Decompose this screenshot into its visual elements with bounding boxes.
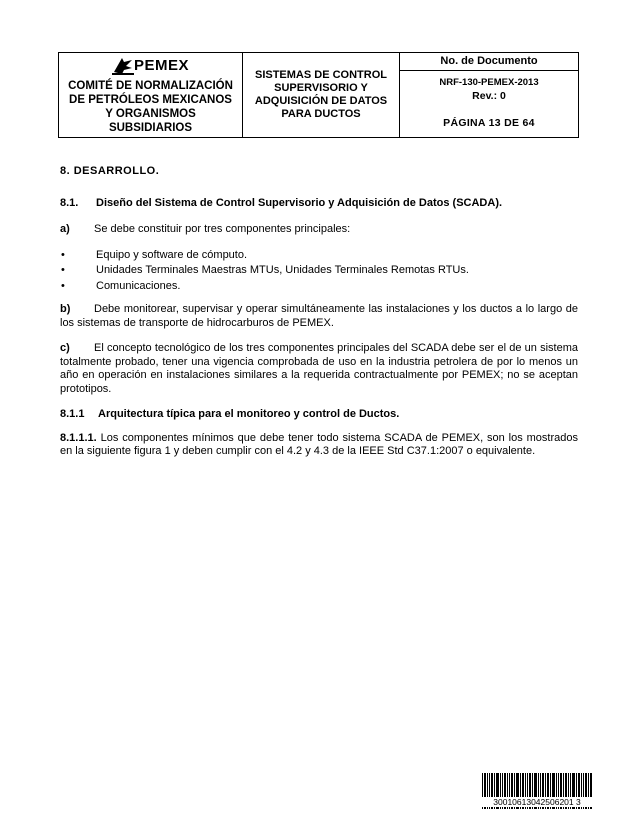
document-header: [58, 52, 579, 138]
pemex-eagle-icon: [112, 56, 134, 76]
section-title: 8. DESARROLLO.: [60, 165, 160, 177]
paragraph-text: El concepto tecnológico de los tres componentes principales del SCADA debe ser el de un sistema totalmente probado, tener una vigencia comprobada de uso en la industria petrolera de por lo menos un año en operación en instalaciones similares a la requerida contractualmente por PEMEX; no se aceptan prototipos.: [60, 342, 578, 395]
paragraph-label: b): [60, 303, 71, 315]
committee-line: Y ORGANISMOS: [105, 107, 196, 120]
component-list: [60, 249, 578, 294]
paragraph-label: c): [60, 342, 70, 354]
title-line: ADQUISICIÓN DE DATOS: [254, 95, 388, 107]
list-item-text: Equipo y software de cómputo.: [96, 248, 248, 261]
logo-text: PEMEX: [133, 56, 189, 74]
paragraph-text: Debe monitorear, supervisar y operar simultáneamente las instalaciones y los ductos a lo largo de los sistemas de transporte de hidrocarburos de PEMEX.: [60, 303, 578, 329]
title-line: SUPERVISORIO Y: [274, 82, 368, 94]
list-item-text: Unidades Terminales Maestras MTUs, Unidades Terminales Remotas RTUs.: [96, 264, 469, 276]
list-item-text: Comunicaciones.: [96, 279, 181, 292]
paragraph-a: [60, 223, 578, 237]
bullet-icon: •: [61, 264, 65, 276]
paragraph-8-1-1-1: [60, 432, 578, 459]
doc-label: No. de Documento: [400, 53, 578, 71]
revision: Rev.: 0: [472, 90, 506, 102]
paragraph-text: Se debe constituir por tres componentes principales:: [94, 223, 351, 235]
paragraph-label: a): [60, 223, 70, 235]
subsection-8-1-1: [60, 408, 578, 422]
title-cell: [243, 53, 400, 137]
title-line: SISTEMAS DE CONTROL: [254, 69, 387, 81]
doc-number: NRF-130-PEMEX-2013: [439, 77, 539, 88]
subsection-title: Diseño del Sistema de Control Supervisorio y Adquisición de Datos (SCADA).: [96, 196, 503, 209]
subsection-number: 8.1.: [60, 196, 79, 209]
subsection-title: Arquitectura típica para el monitoreo y control de Ductos.: [98, 408, 400, 420]
committee-line: DE PETRÓLEOS MEXICANOS: [69, 93, 232, 106]
page-number: PÁGINA 13 DE 64: [443, 117, 535, 129]
bullet-icon: •: [61, 279, 65, 292]
committee-line: SUBSIDIARIOS: [108, 121, 193, 134]
list-item: [60, 264, 578, 278]
bullet-icon: •: [61, 248, 65, 261]
committee-line: COMITÉ DE NORMALIZACIÓN: [68, 79, 233, 92]
subsection-8-1: [60, 197, 578, 211]
paragraph-text: Los componentes mínimos que debe tener todo sistema SCADA de PEMEX, son los mostrados en la siguiente figura 1 y deben cumplir con el 4.2 y 4.3 de la IEEE Std C37.1:2007 o equivalente.: [60, 431, 578, 457]
paragraph-b: [60, 303, 578, 330]
paragraph-c: [60, 342, 578, 396]
document-body: [60, 165, 578, 471]
barcode-number: 30010613042506201 3: [482, 797, 592, 807]
subsection-number: 8.1.1: [60, 408, 85, 420]
list-item: [60, 249, 578, 263]
document-info-cell: [400, 53, 578, 137]
paragraph-label: 8.1.1.1.: [60, 431, 97, 444]
committee-cell: [59, 53, 243, 137]
title-line: PARA DUCTOS: [281, 108, 361, 120]
list-item: [60, 280, 578, 294]
pemex-logo: [112, 56, 189, 76]
